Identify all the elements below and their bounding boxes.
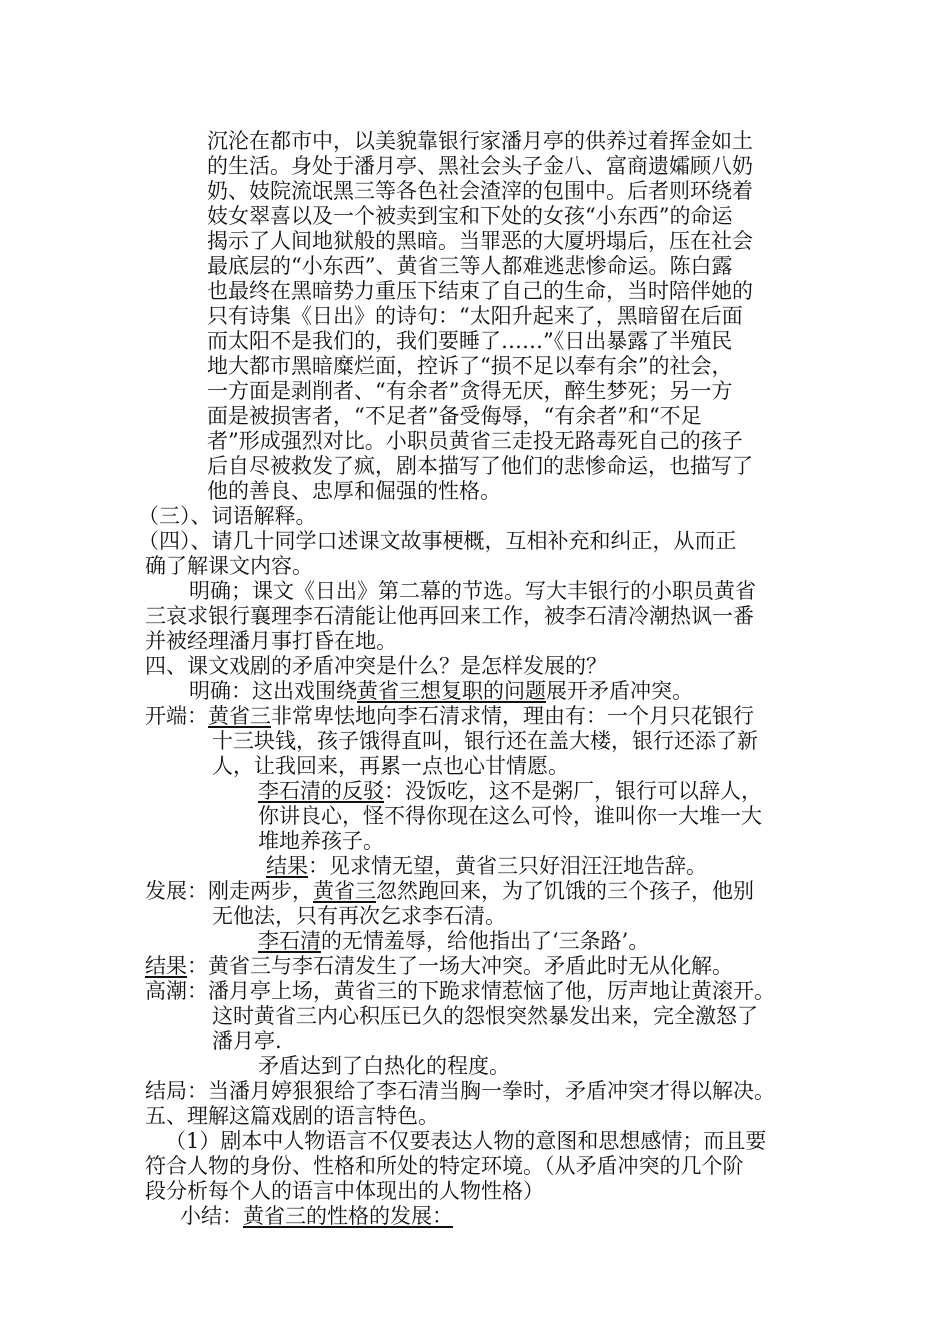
intro-line: 也最终在黑暗势力重压下结束了自己的生命，当时陪伴她的 [207,279,753,303]
intro-line: 沉沦在都市中，以美貌靠银行家潘月亭的供养过着挥金如土 [207,129,753,153]
rebuttal-label: 李石清的反驳 [258,779,384,803]
gaochao-sub: 矛盾达到了白热化的程度。 [258,1054,510,1078]
stage-text: 刚走两步， [208,879,313,903]
section-3-heading: （三）、词语解释。 [138,504,317,528]
section-4-answer-line: 并被经理潘月事打昏在地。 [145,629,397,653]
section-4-heading: （四）、请几十同学口述课文故事梗概，互相补充和纠正，从而正 [138,529,737,553]
answer-text: 明确：这出戏围绕 [189,679,357,703]
summary-line [180,1203,453,1229]
gaochao-line [145,978,775,1004]
kaiduan-line [145,703,754,729]
stage-text: 非常卑怯地向李石清求情，理由有：一个月只花银行 [271,704,754,728]
fazhan-line: 无他法，只有再次乞求李石清。 [212,904,506,928]
question-4-heading: 四、课文戏剧的矛盾冲突是什么？是怎样发展的？ [145,654,607,678]
summary-text: 黄省三的性格的发展： [243,1204,453,1228]
question-5-line: （1）剧本中人物语言不仅要表达人物的意图和思想感情；而且要 [165,1129,767,1153]
jieju-line: 结局：当潘月婷狠狠给了李石清当胸一拳时，矛盾冲突才得以解决。 [145,1079,775,1103]
rebuttal-text: ：没饭吃，这不是粥厂，银行可以辞人， [384,779,762,803]
stage-text: 潘月亭上场，黄省三的下跪求情惹恼了他，厉声地让黄滚开。 [208,979,775,1003]
stage-text: ：黄省三与李石清发生了一场大冲突。矛盾此时无从化解。 [187,954,733,978]
rebuttal-line: 你讲良心，怪不得你现在这么可怜，谁叫你一大堆一大 [258,804,762,828]
intro-line: 妓女翠喜以及一个被卖到宝和下处的女孩“小东西”的命运 [207,204,733,228]
jieguo-line [145,953,733,979]
intro-line: 而太阳不是我们的，我们要睡了……”《日出暴露了半殖民 [207,329,733,353]
fazhan-li-line [258,928,649,954]
character-name: 黄省三 [313,879,376,903]
kaiduan-line: 十三块钱，孩子饿得直叫，银行还在盖大楼，银行还添了新 [212,729,758,753]
fazhan-line [145,878,754,904]
result-text: ：见求情无望，黄省三只好泪汪汪地告辞。 [308,854,707,878]
intro-line: 的生活。身处于潘月亭、黑社会头子金八、富商遗孀顾八奶 [207,154,753,178]
intro-line: 地大都市黑暗糜烂面，控诉了“损不足以奉有余”的社会， [207,354,733,378]
rebuttal-line: 堆地养孩子。 [258,829,384,853]
question-4-answer [189,678,693,704]
kaiduan-line: 人，让我回来，再累一点也心甘情愿。 [212,754,569,778]
summary-label: 小结： [180,1204,243,1228]
question-5-heading: 五、理解这篇戏剧的语言特色。 [145,1104,439,1128]
underlined-topic: 黄省三想复职的问题 [357,679,546,703]
gaochao-line: 潘月亭. [212,1029,282,1053]
stage-label: 结果 [145,954,187,978]
intro-line: 最底层的“小东西”、黄省三等人都难逃悲惨命运。陈白露 [207,254,733,278]
section-4-answer-line: 明确；课文《日出》第二幕的节选。写大丰银行的小职员黄省 [189,579,756,603]
character-name: 黄省三 [208,704,271,728]
intro-line: 面是被损害者，“不足者”备受侮辱，“有余者”和“不足 [207,404,702,428]
intro-line: 揭示了人间地狱般的黑暗。当罪恶的大厦坍塌后，压在社会 [207,229,753,253]
stage-label: 开端： [145,704,208,728]
gaochao-line: 这时黄省三内心积压已久的怨恨突然暴发出来，完全激怒了 [212,1004,758,1028]
stage-label: 高潮： [145,979,208,1003]
answer-text: 展开矛盾冲突。 [546,679,693,703]
intro-line: 只有诗集《日出》的诗句：“太阳升起来了，黑暗留在后面 [207,304,743,328]
character-name: 李石清 [258,929,321,953]
question-5-line: 段分析每个人的语言中体现出的人物性格） [145,1179,544,1203]
question-5-line: 符合人物的身份、性格和所处的特定环境。（从矛盾冲突的几个阶 [145,1154,744,1178]
stage-text: 的无情羞辱，给他指出了‘三条路’。 [321,929,650,953]
stage-label: 发展： [145,879,208,903]
stage-text: 忽然跑回来，为了饥饿的三个孩子，他别 [376,879,754,903]
rebuttal-line [258,778,762,804]
result-label: 结果 [266,854,308,878]
intro-line: 后自尽被救发了疯，剧本描写了他们的悲惨命运，也描写了 [207,454,753,478]
section-4-line: 确了解课文内容。 [145,554,313,578]
intro-line: 他的善良、忠厚和倔强的性格。 [207,479,501,503]
section-4-answer-line: 三哀求银行襄理李石清能让他再回来工作，被李石清冷潮热讽一番 [145,604,754,628]
intro-line: 一方面是剥削者、“有余者”贪得无厌，醉生梦死；另一方 [207,379,733,403]
intro-line: 者”形成强烈对比。小职员黄省三走投无路毒死自己的孩子 [207,429,743,453]
intro-line: 奶、妓院流氓黑三等各色社会渣滓的包围中。后者则环绕着 [207,179,753,203]
kaiduan-result [266,853,707,879]
